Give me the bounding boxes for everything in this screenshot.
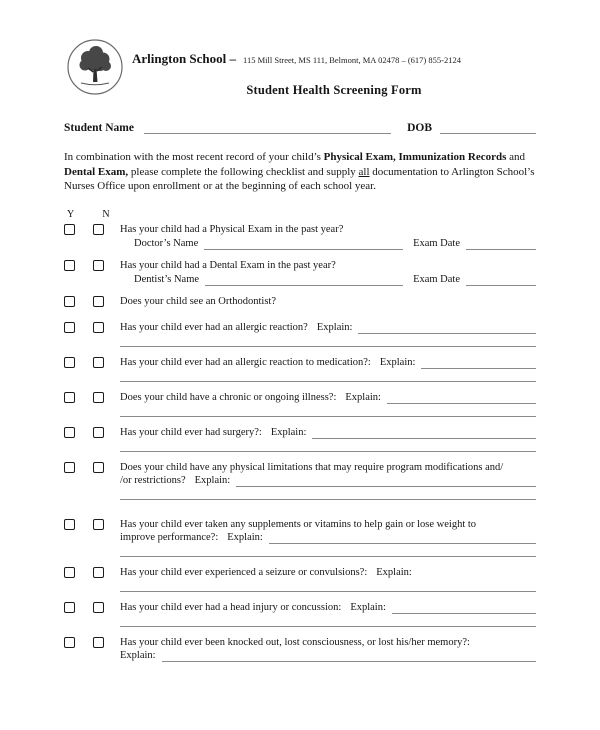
question-row-knocked-out [64, 636, 536, 662]
form-header [64, 38, 536, 98]
question-row-orthodontist [64, 295, 536, 308]
explain-field[interactable] [421, 357, 536, 369]
checkbox-group [64, 391, 104, 417]
explain-field[interactable] [162, 650, 536, 662]
checkbox-no[interactable] [93, 602, 104, 613]
checkbox-yes[interactable] [64, 357, 75, 368]
question-row-head-injury [64, 601, 536, 627]
question-row-dental-exam [64, 259, 536, 286]
intro-underline-all: all [358, 165, 370, 178]
checkbox-no[interactable] [93, 637, 104, 648]
question-text: Has your child ever had an allergic reaction? [120, 321, 308, 333]
question-body [120, 321, 536, 347]
tree-icon [66, 38, 124, 96]
exam-date-field[interactable] [466, 238, 536, 250]
dentist-name-label: Dentist’s Name [134, 273, 200, 285]
question-body [120, 566, 536, 592]
explain-label: Explain: [379, 356, 416, 368]
explain-label: Explain: [194, 474, 231, 486]
question-text: Has your child ever had surgery?: [120, 426, 262, 438]
question-body [120, 518, 536, 557]
question-row-supplements [64, 518, 536, 557]
checkbox-group [64, 321, 104, 347]
checkbox-yes[interactable] [64, 462, 75, 473]
checkbox-yes[interactable] [64, 602, 75, 613]
no-column-header: N [102, 208, 110, 220]
question-body [120, 356, 536, 382]
intro-text: In combination with the most recent record of your child’s [64, 151, 324, 163]
question-body [120, 636, 536, 662]
explain-field[interactable] [236, 475, 536, 487]
checkbox-no[interactable] [93, 260, 104, 271]
checkbox-group [64, 461, 104, 500]
question-text: Has your child ever had a head injury or concussion: [120, 601, 342, 613]
intro-text: documentation to Arlington School’s Nurses Office upon enrollment or at the beginning of each school year. [64, 165, 535, 193]
checkbox-no[interactable] [93, 567, 104, 578]
question-body [120, 259, 536, 286]
checkbox-no[interactable] [93, 427, 104, 438]
school-name-line [132, 50, 536, 68]
explain-continuation-line[interactable] [120, 615, 536, 627]
question-text: Does your child have a chronic or ongoing illness?: [120, 391, 337, 403]
exam-date-field[interactable] [466, 274, 536, 286]
question-body [120, 601, 536, 627]
student-info-row [64, 120, 536, 134]
checkbox-group [64, 426, 104, 452]
header-text-block [132, 38, 536, 98]
explain-label: Explain: [350, 601, 386, 613]
explain-continuation-line[interactable] [120, 545, 536, 557]
checkbox-yes[interactable] [64, 637, 75, 648]
school-name: Arlington School – [132, 51, 237, 66]
intro-bold-physical-exam: Physical Exam, Immunization Records [323, 151, 507, 163]
explain-continuation-line[interactable] [120, 370, 536, 382]
checkbox-group [64, 566, 104, 592]
checkbox-group [64, 223, 104, 250]
explain-label: Explain: [270, 426, 307, 438]
checkbox-no[interactable] [93, 392, 104, 403]
checkbox-yes[interactable] [64, 322, 75, 333]
question-row-physical-exam [64, 223, 536, 250]
question-text-line1: Has your child ever taken any supplements or vitamins to help gain or lose weight to [120, 518, 477, 530]
question-body [120, 223, 536, 250]
question-text: Has your child had a Physical Exam in the past year? [120, 223, 344, 235]
school-address: 115 Mill Street, MS 111, Belmont, MA 02478 – (617) 855-2124 [243, 55, 461, 65]
explain-field[interactable] [392, 602, 536, 614]
question-row-allergic-reaction [64, 321, 536, 347]
exam-date-label: Exam Date [413, 237, 460, 249]
question-text-line2: /or restrictions? [120, 474, 186, 486]
checkbox-group [64, 636, 104, 662]
checkbox-yes[interactable] [64, 567, 75, 578]
question-text-line2: improve performance?: [120, 531, 219, 543]
checkbox-group [64, 259, 104, 286]
checkbox-yes[interactable] [64, 296, 75, 307]
checkbox-yes[interactable] [64, 260, 75, 271]
explain-field[interactable] [269, 532, 536, 544]
question-row-physical-limitations [64, 461, 536, 500]
question-body [120, 461, 536, 500]
student-name-field[interactable] [144, 120, 391, 134]
checkbox-yes[interactable] [64, 224, 75, 235]
checkbox-group [64, 518, 104, 557]
question-body [120, 426, 536, 452]
question-body [120, 391, 536, 417]
explain-label: Explain: [345, 391, 381, 403]
checkbox-no[interactable] [93, 296, 104, 307]
checkbox-group [64, 601, 104, 627]
checkbox-no[interactable] [93, 322, 104, 333]
question-body [120, 295, 536, 308]
checkbox-group [64, 295, 104, 308]
checkbox-no[interactable] [93, 224, 104, 235]
explain-field[interactable] [312, 427, 536, 439]
intro-bold-dental-exam: Dental Exam, [64, 165, 129, 178]
explain-continuation-line[interactable] [120, 335, 536, 347]
checkbox-yes[interactable] [64, 392, 75, 403]
intro-paragraph [64, 150, 536, 194]
checkbox-no[interactable] [93, 357, 104, 368]
question-row-medication-reaction [64, 356, 536, 382]
intro-text: please complete the following checklist and supply [128, 165, 359, 178]
explain-continuation-line[interactable] [120, 440, 536, 452]
question-list [64, 223, 536, 662]
explain-label: Explain: [316, 321, 353, 333]
explain-label: Explain: [376, 566, 412, 578]
dentist-name-field[interactable] [205, 274, 403, 286]
question-text-line1: Does your child have any physical limitations that may require program modifications and/ [120, 461, 504, 473]
explain-field[interactable] [358, 322, 536, 334]
question-text: Has your child ever had an allergic reaction to medication?: [120, 356, 371, 368]
dob-field[interactable] [440, 120, 536, 134]
explain-label: Explain: [227, 531, 263, 543]
checkbox-no[interactable] [93, 519, 104, 530]
yn-column-headers [64, 209, 536, 220]
checkbox-yes[interactable] [64, 427, 75, 438]
doctor-name-label: Doctor’s Name [134, 237, 199, 249]
intro-text: and [506, 151, 526, 163]
question-row-seizure [64, 566, 536, 592]
checkbox-no[interactable] [93, 462, 104, 473]
explain-continuation-line[interactable] [120, 580, 536, 592]
student-name-label: Student Name [64, 122, 134, 134]
question-text: Does your child see an Orthodontist? [120, 295, 277, 307]
explain-continuation-line[interactable] [120, 405, 536, 417]
explain-field[interactable] [387, 392, 536, 404]
question-row-chronic-illness [64, 391, 536, 417]
explain-label: Explain: [120, 649, 156, 661]
dob-label: DOB [407, 122, 432, 134]
checkbox-yes[interactable] [64, 519, 75, 530]
form-title: Student Health Screening Form [246, 83, 422, 97]
question-text: Has your child had a Dental Exam in the past year? [120, 259, 336, 271]
exam-date-label: Exam Date [413, 273, 460, 285]
explain-continuation-line[interactable] [120, 488, 536, 500]
question-row-surgery [64, 426, 536, 452]
doctor-name-field[interactable] [204, 238, 403, 250]
checkbox-group [64, 356, 104, 382]
question-text: Has your child ever experienced a seizure or convulsions?: [120, 566, 368, 578]
yes-column-header: Y [67, 208, 74, 220]
question-text-line1: Has your child ever been knocked out, lost consciousness, or lost his/her memory?: [120, 636, 470, 648]
school-logo [66, 38, 124, 96]
